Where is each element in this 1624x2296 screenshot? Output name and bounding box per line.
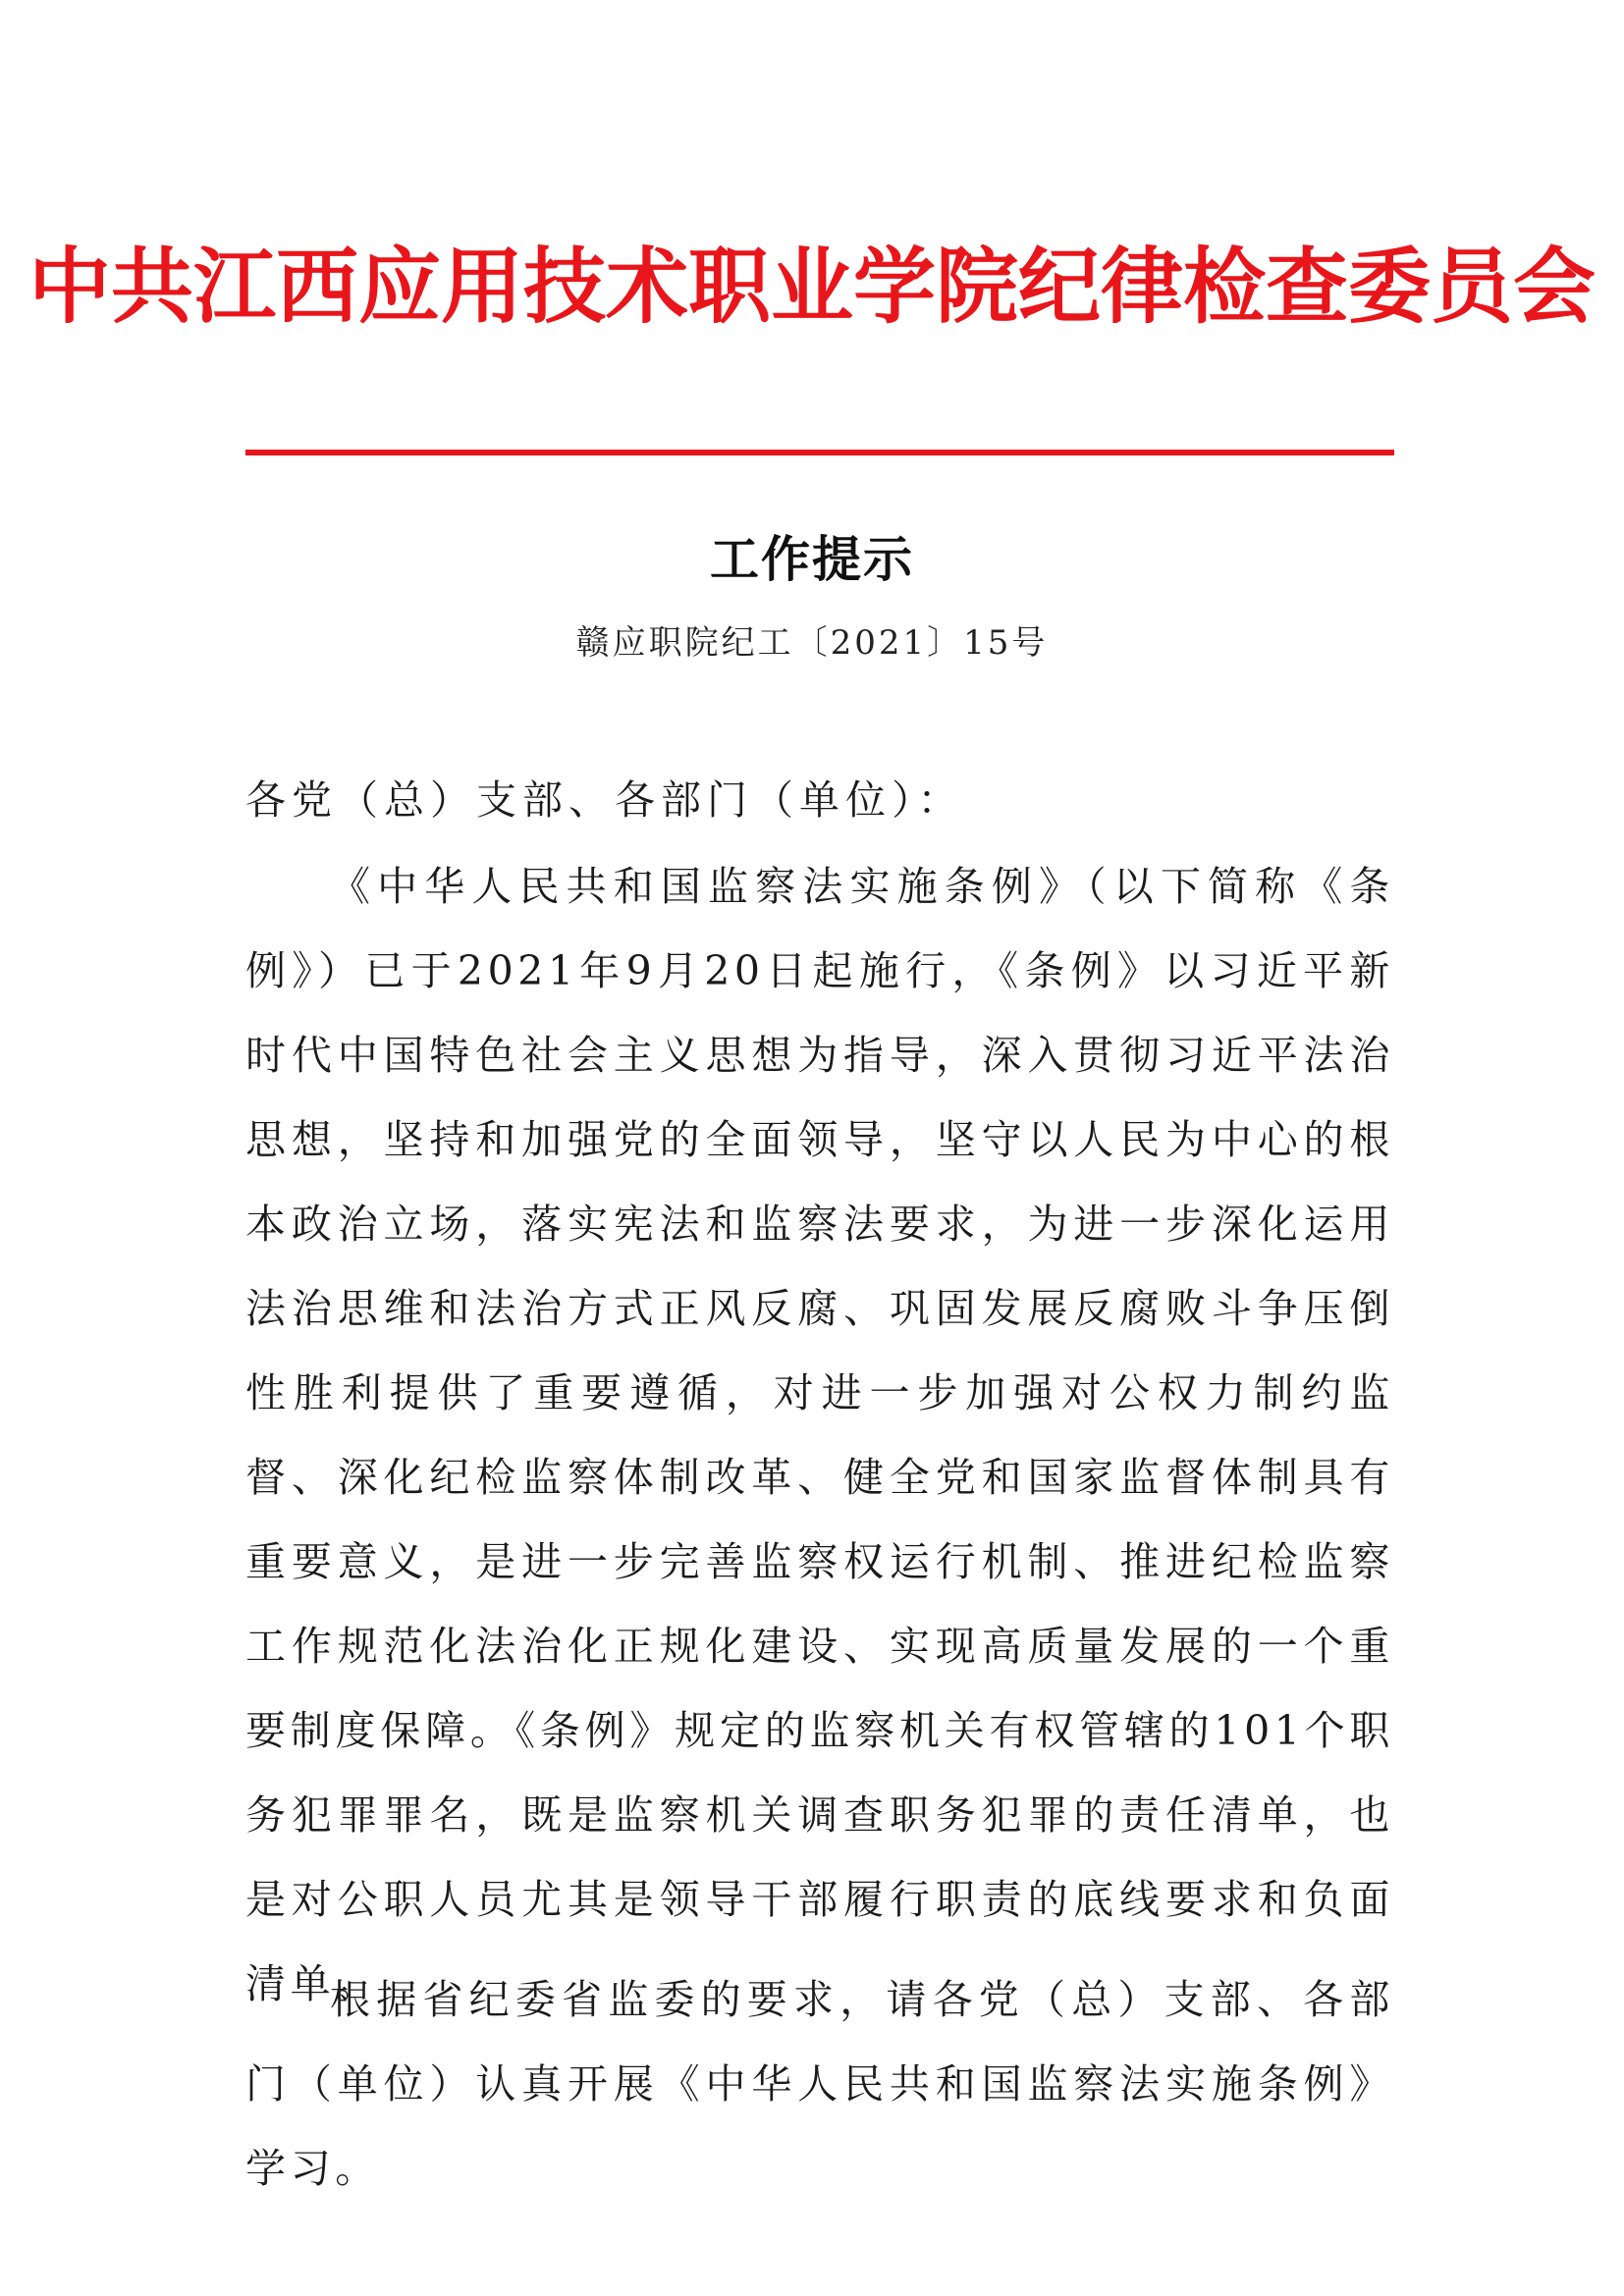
document-number: 赣应职院纪工〔2021〕15号 [575, 623, 1049, 663]
body-paragraph-1: 《中华人民共和国监察法实施条例》（以下简称《条例》）已于2021年9月20日起施行，《条例》以习近平新时代中国特色社会主义思想为指导，深入贯彻习近平法治思想，坚持和加强党的全面领导，坚守以人民为中心的根本政治立场，落实宪法和监察法要求，为进一步深化运用法治思维和法治方式正风反腐、巩固发展反腐败斗争压倒性胜利提供了重要遵循，对进一步加强对公权力制约监督、深化纪检监察体制改革、健全党和国家监督体制具有重要意义，是进一步完善监察权运行机制、推进纪检监察工作规范化法治化正规化建设、实现高质量发展的一个重要制度保障。《条例》规定的监察机关有权管辖的101个职务犯罪罪名，既是监察机关调查职务犯罪的责任清单，也是对公职人员尤其是领导干部履行职责的底线要求和负面清单。 [245, 863, 1394, 2007]
masthead-title: 中共江西应用技术职业学院纪律检查委员会 [27, 239, 1596, 335]
red-divider-line [245, 450, 1394, 455]
document-title: 工作提示 [710, 530, 914, 588]
salutation: 各党（总）支部、各部门（单位）： [245, 776, 964, 824]
body-paragraph-2: 根据省纪委省监委的要求，请各党（总）支部、各部门（单位）认真开展《中华人民共和国监察法实施条例》学习。 [245, 1976, 1394, 2192]
